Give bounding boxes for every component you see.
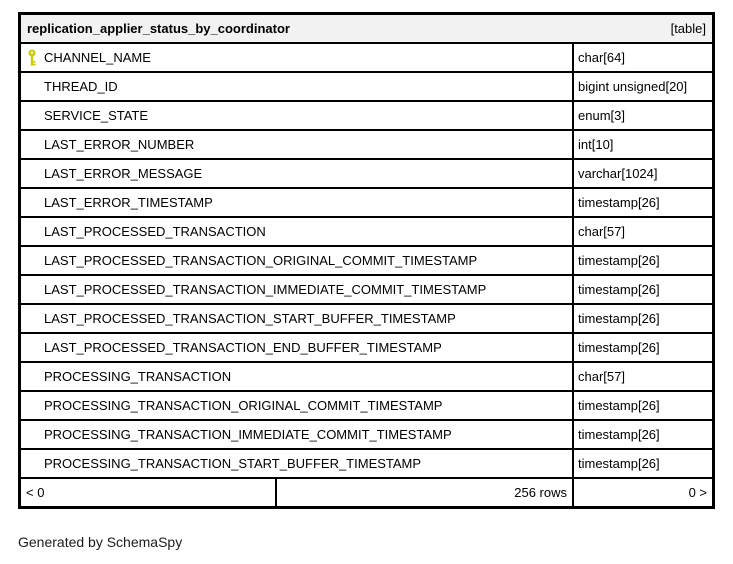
table-header [21,15,712,44]
column-type: timestamp[26] [572,421,712,448]
column-name: LAST_PROCESSED_TRANSACTION_ORIGINAL_COMMIT_TIMESTAMP [44,253,478,268]
column-name-cell [21,363,572,390]
column-name: LAST_PROCESSED_TRANSACTION_END_BUFFER_TIMESTAMP [44,340,442,355]
column-row [21,334,712,363]
icon-slot [27,455,44,472]
outgoing-relations-count: 0 > [572,479,712,506]
column-type: char[57] [572,218,712,245]
icon-slot [27,136,44,153]
column-name: PROCESSING_TRANSACTION_START_BUFFER_TIMESTAMP [44,456,422,471]
icon-slot [27,252,44,269]
column-type: timestamp[26] [572,392,712,419]
column-type: timestamp[26] [572,450,712,477]
column-row [21,160,712,189]
primary-key-icon [27,49,37,66]
column-name-cell [21,334,572,361]
column-name: LAST_ERROR_NUMBER [44,137,195,152]
column-type: timestamp[26] [572,334,712,361]
column-name: LAST_ERROR_MESSAGE [44,166,203,181]
icon-slot [27,107,44,124]
column-type: int[10] [572,131,712,158]
column-row [21,218,712,247]
row-count: 256 rows [514,485,567,500]
column-row [21,363,712,392]
column-type: varchar[1024] [572,160,712,187]
column-name: CHANNEL_NAME [44,50,151,65]
icon-slot [27,78,44,95]
icon-slot [27,310,44,327]
column-row [21,305,712,334]
column-name-cell [21,160,572,187]
column-name-cell [21,44,572,71]
column-type: timestamp[26] [572,189,712,216]
column-row [21,392,712,421]
column-name: THREAD_ID [44,79,118,94]
column-name-cell [21,218,572,245]
column-row [21,44,712,73]
column-row [21,102,712,131]
icon-slot [27,368,44,385]
column-name-cell [21,102,572,129]
column-type: char[57] [572,363,712,390]
column-type: timestamp[26] [572,247,712,274]
column-row [21,73,712,102]
column-name: PROCESSING_TRANSACTION_IMMEDIATE_COMMIT_TIMESTAMP [44,427,452,442]
table-title[interactable]: replication_applier_status_by_coordinator [27,21,290,36]
column-name-cell [21,276,572,303]
icon-slot [27,165,44,182]
generated-by-credit: Generated by SchemaSpy [18,534,183,550]
column-name-cell [21,189,572,216]
icon-slot [27,339,44,356]
column-name-cell [21,421,572,448]
column-name: SERVICE_STATE [44,108,149,123]
icon-slot [27,281,44,298]
column-type: enum[3] [572,102,712,129]
column-name: PROCESSING_TRANSACTION [44,369,232,384]
column-name: LAST_ERROR_TIMESTAMP [44,195,213,210]
table-type-badge: [table] [670,21,706,36]
column-type: bigint unsigned[20] [572,73,712,100]
column-row [21,131,712,160]
incoming-relations-count: < 0 [21,479,277,506]
column-name: LAST_PROCESSED_TRANSACTION [44,224,266,239]
icon-slot [27,194,44,211]
column-row [21,421,712,450]
table-node-replication_applier_status_by_coordinator [18,12,715,509]
column-name-cell [21,450,572,477]
column-name-cell [21,392,572,419]
icon-slot [27,397,44,414]
icon-slot [27,223,44,240]
columns-list [21,44,712,479]
column-row [21,450,712,479]
column-type: timestamp[26] [572,305,712,332]
column-name-cell [21,73,572,100]
column-name-cell [21,305,572,332]
column-name: LAST_PROCESSED_TRANSACTION_START_BUFFER_TIMESTAMP [44,311,456,326]
icon-slot [27,49,44,66]
column-name: LAST_PROCESSED_TRANSACTION_IMMEDIATE_COMMIT_TIMESTAMP [44,282,487,297]
column-name: PROCESSING_TRANSACTION_ORIGINAL_COMMIT_TIMESTAMP [44,398,443,413]
icon-slot [27,426,44,443]
table-footer [21,479,712,506]
column-row [21,189,712,218]
column-row [21,247,712,276]
column-type: char[64] [572,44,712,71]
column-type: timestamp[26] [572,276,712,303]
column-row [21,276,712,305]
column-name-cell [21,247,572,274]
column-name-cell [21,131,572,158]
